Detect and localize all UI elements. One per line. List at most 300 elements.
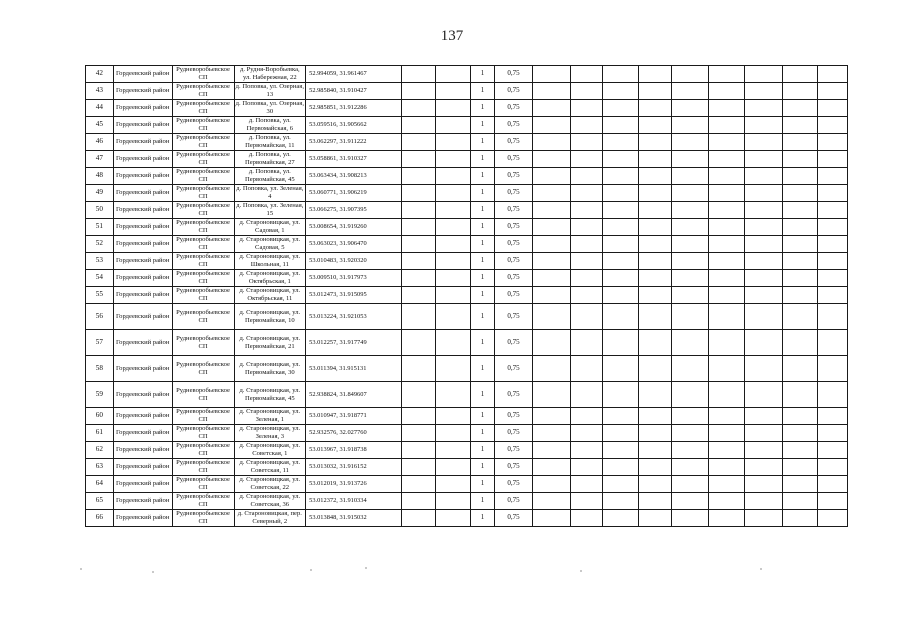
- cell-coords: 53.012019, 31.913726: [306, 476, 402, 493]
- cell-empty: [639, 304, 671, 330]
- cell-empty: [436, 202, 470, 219]
- cell-empty: [532, 185, 570, 202]
- cell-empty: [436, 134, 470, 151]
- cell-empty: [745, 202, 782, 219]
- cell-district: Гордеевский район: [113, 270, 172, 287]
- cell-empty: [436, 425, 470, 442]
- cell-empty: [532, 510, 570, 527]
- cell-empty: [817, 219, 847, 236]
- table-row: [86, 287, 848, 304]
- cell-empty: [708, 442, 744, 459]
- cell-coords: 53.062297, 31.911222: [306, 134, 402, 151]
- cell-settlement: Рудневоробьевское СП: [172, 202, 234, 219]
- cell-empty: [603, 219, 639, 236]
- cell-empty: [639, 425, 671, 442]
- cell-empty: [603, 270, 639, 287]
- cell-empty: [571, 117, 603, 134]
- cell-empty: [817, 168, 847, 185]
- cell-district: Гордеевский район: [113, 185, 172, 202]
- cell-empty: [436, 356, 470, 382]
- cell-empty: [782, 100, 817, 117]
- table-row: [86, 459, 848, 476]
- cell-empty: [436, 459, 470, 476]
- cell-empty: [639, 510, 671, 527]
- cell-empty: [603, 493, 639, 510]
- cell-empty: [708, 253, 744, 270]
- cell-empty: [745, 425, 782, 442]
- cell-qty: 1: [470, 219, 495, 236]
- cell-empty: [782, 117, 817, 134]
- cell-empty: [571, 219, 603, 236]
- cell-qty: 1: [470, 100, 495, 117]
- cell-empty: [782, 134, 817, 151]
- cell-address: д. Староновицкая, ул. Садовая, 1: [234, 219, 306, 236]
- cell-district: Гордеевский район: [113, 510, 172, 527]
- cell-district: Гордеевский район: [113, 493, 172, 510]
- cell-empty: [436, 66, 470, 83]
- cell-empty: [571, 151, 603, 168]
- cell-settlement: Рудневоробьевское СП: [172, 510, 234, 527]
- cell-district: Гордеевский район: [113, 202, 172, 219]
- cell-empty: [671, 117, 708, 134]
- table-row: [86, 382, 848, 408]
- cell-address: д. Староновицкая, ул. Первомайская, 30: [234, 356, 306, 382]
- cell-coords: 53.063023, 31.906470: [306, 236, 402, 253]
- cell-empty: [532, 270, 570, 287]
- cell-empty: [571, 168, 603, 185]
- cell-empty: [817, 382, 847, 408]
- cell-empty: [817, 185, 847, 202]
- cell-empty: [745, 66, 782, 83]
- cell-settlement: Рудневоробьевское СП: [172, 304, 234, 330]
- cell-empty: [402, 425, 436, 442]
- cell-settlement: Рудневоробьевское СП: [172, 151, 234, 168]
- table-row: [86, 66, 848, 83]
- container-site-registry-table: [85, 65, 848, 527]
- cell-n: 65: [86, 493, 114, 510]
- table-row: [86, 330, 848, 356]
- cell-district: Гордеевский район: [113, 476, 172, 493]
- cell-coords: 53.012473, 31.915095: [306, 287, 402, 304]
- cell-qty: 1: [470, 253, 495, 270]
- table-row: [86, 236, 848, 253]
- cell-coords: 52.932576, 32.027760: [306, 425, 402, 442]
- cell-empty: [671, 236, 708, 253]
- cell-address: д. Староновицкая, ул. Советская, 11: [234, 459, 306, 476]
- table-row: [86, 185, 848, 202]
- cell-settlement: Рудневоробьевское СП: [172, 66, 234, 83]
- cell-empty: [639, 202, 671, 219]
- cell-empty: [402, 287, 436, 304]
- cell-empty: [782, 304, 817, 330]
- cell-settlement: Рудневоробьевское СП: [172, 270, 234, 287]
- cell-volume: 0,75: [495, 510, 532, 527]
- cell-empty: [745, 151, 782, 168]
- cell-n: 46: [86, 134, 114, 151]
- cell-empty: [436, 442, 470, 459]
- cell-qty: 1: [470, 236, 495, 253]
- cell-empty: [532, 442, 570, 459]
- cell-empty: [532, 330, 570, 356]
- cell-empty: [571, 304, 603, 330]
- cell-qty: 1: [470, 117, 495, 134]
- cell-empty: [402, 151, 436, 168]
- cell-empty: [402, 270, 436, 287]
- cell-empty: [532, 476, 570, 493]
- cell-empty: [639, 236, 671, 253]
- cell-empty: [532, 83, 570, 100]
- table-row: [86, 151, 848, 168]
- cell-empty: [639, 408, 671, 425]
- cell-empty: [571, 330, 603, 356]
- cell-volume: 0,75: [495, 253, 532, 270]
- cell-n: 42: [86, 66, 114, 83]
- cell-empty: [603, 185, 639, 202]
- cell-settlement: Рудневоробьевское СП: [172, 117, 234, 134]
- cell-empty: [603, 442, 639, 459]
- cell-volume: 0,75: [495, 83, 532, 100]
- cell-empty: [782, 510, 817, 527]
- table-row: [86, 100, 848, 117]
- cell-empty: [639, 151, 671, 168]
- cell-settlement: Рудневоробьевское СП: [172, 287, 234, 304]
- cell-empty: [571, 382, 603, 408]
- cell-address: д. Поповка, ул. Первомайская, 27: [234, 151, 306, 168]
- cell-empty: [532, 408, 570, 425]
- table-row: [86, 117, 848, 134]
- cell-empty: [532, 236, 570, 253]
- cell-empty: [745, 442, 782, 459]
- cell-empty: [782, 442, 817, 459]
- cell-empty: [603, 202, 639, 219]
- cell-volume: 0,75: [495, 117, 532, 134]
- cell-district: Гордеевский район: [113, 66, 172, 83]
- cell-coords: 53.013848, 31.915032: [306, 510, 402, 527]
- cell-volume: 0,75: [495, 425, 532, 442]
- cell-empty: [782, 236, 817, 253]
- cell-empty: [671, 66, 708, 83]
- cell-n: 62: [86, 442, 114, 459]
- cell-settlement: Рудневоробьевское СП: [172, 83, 234, 100]
- cell-district: Гордеевский район: [113, 219, 172, 236]
- cell-empty: [782, 83, 817, 100]
- cell-volume: 0,75: [495, 408, 532, 425]
- table-body: [86, 66, 848, 527]
- cell-empty: [603, 168, 639, 185]
- cell-empty: [436, 287, 470, 304]
- cell-settlement: Рудневоробьевское СП: [172, 330, 234, 356]
- cell-empty: [639, 270, 671, 287]
- cell-empty: [402, 168, 436, 185]
- cell-address: д. Староновицкая, ул. Первомайская, 45: [234, 382, 306, 408]
- cell-empty: [402, 253, 436, 270]
- cell-qty: 1: [470, 442, 495, 459]
- cell-address: д. Поповка, ул. Зеленая, 4: [234, 185, 306, 202]
- cell-empty: [708, 270, 744, 287]
- cell-empty: [402, 236, 436, 253]
- cell-empty: [402, 476, 436, 493]
- cell-address: д. Староновицкая, ул. Зеленая, 1: [234, 408, 306, 425]
- cell-empty: [671, 100, 708, 117]
- cell-n: 49: [86, 185, 114, 202]
- cell-empty: [671, 185, 708, 202]
- cell-empty: [745, 459, 782, 476]
- cell-district: Гордеевский район: [113, 168, 172, 185]
- cell-n: 61: [86, 425, 114, 442]
- cell-empty: [532, 202, 570, 219]
- cell-empty: [745, 270, 782, 287]
- cell-empty: [436, 151, 470, 168]
- cell-empty: [436, 476, 470, 493]
- cell-qty: 1: [470, 83, 495, 100]
- cell-qty: 1: [470, 134, 495, 151]
- cell-qty: 1: [470, 476, 495, 493]
- cell-n: 45: [86, 117, 114, 134]
- cell-address: д. Староновицкая, пер. Северный, 2: [234, 510, 306, 527]
- cell-empty: [603, 382, 639, 408]
- cell-empty: [603, 236, 639, 253]
- cell-district: Гордеевский район: [113, 356, 172, 382]
- cell-settlement: Рудневоробьевское СП: [172, 425, 234, 442]
- cell-empty: [436, 83, 470, 100]
- cell-empty: [603, 117, 639, 134]
- cell-empty: [817, 236, 847, 253]
- cell-empty: [436, 304, 470, 330]
- cell-empty: [817, 330, 847, 356]
- cell-district: Гордеевский район: [113, 425, 172, 442]
- cell-empty: [782, 219, 817, 236]
- table-row: [86, 304, 848, 330]
- cell-empty: [639, 493, 671, 510]
- cell-empty: [436, 493, 470, 510]
- cell-volume: 0,75: [495, 219, 532, 236]
- cell-qty: 1: [470, 493, 495, 510]
- cell-empty: [603, 459, 639, 476]
- cell-address: д. Рудня-Воробьевка, ул. Набережная, 22: [234, 66, 306, 83]
- cell-empty: [708, 287, 744, 304]
- cell-empty: [436, 270, 470, 287]
- cell-empty: [436, 168, 470, 185]
- cell-settlement: Рудневоробьевское СП: [172, 408, 234, 425]
- cell-address: д. Поповка, ул. Зеленая, 15: [234, 202, 306, 219]
- cell-empty: [708, 151, 744, 168]
- cell-volume: 0,75: [495, 66, 532, 83]
- cell-coords: 53.011394, 31.915131: [306, 356, 402, 382]
- cell-empty: [639, 330, 671, 356]
- cell-volume: 0,75: [495, 151, 532, 168]
- cell-empty: [817, 476, 847, 493]
- cell-empty: [571, 493, 603, 510]
- cell-empty: [671, 510, 708, 527]
- cell-empty: [745, 476, 782, 493]
- cell-district: Гордеевский район: [113, 253, 172, 270]
- cell-district: Гордеевский район: [113, 382, 172, 408]
- cell-empty: [639, 253, 671, 270]
- cell-empty: [402, 382, 436, 408]
- cell-settlement: Рудневоробьевское СП: [172, 476, 234, 493]
- cell-empty: [639, 442, 671, 459]
- cell-empty: [745, 117, 782, 134]
- cell-empty: [745, 287, 782, 304]
- cell-n: 53: [86, 253, 114, 270]
- cell-district: Гордеевский район: [113, 236, 172, 253]
- cell-empty: [782, 168, 817, 185]
- cell-empty: [532, 100, 570, 117]
- cell-empty: [571, 185, 603, 202]
- cell-volume: 0,75: [495, 476, 532, 493]
- cell-volume: 0,75: [495, 304, 532, 330]
- table-row: [86, 408, 848, 425]
- cell-empty: [708, 493, 744, 510]
- cell-empty: [402, 185, 436, 202]
- cell-empty: [782, 459, 817, 476]
- cell-n: 57: [86, 330, 114, 356]
- cell-empty: [817, 442, 847, 459]
- cell-empty: [817, 304, 847, 330]
- cell-empty: [708, 185, 744, 202]
- cell-address: д. Поповка, ул. Озерная, 13: [235, 83, 304, 98]
- cell-empty: [817, 151, 847, 168]
- cell-empty: [639, 459, 671, 476]
- cell-qty: 1: [470, 270, 495, 287]
- cell-empty: [708, 408, 744, 425]
- cell-qty: 1: [470, 151, 495, 168]
- cell-qty: 1: [470, 185, 495, 202]
- cell-empty: [571, 100, 603, 117]
- table-row: [86, 253, 848, 270]
- cell-empty: [671, 442, 708, 459]
- cell-coords: 53.013967, 31.918738: [306, 442, 402, 459]
- cell-empty: [782, 151, 817, 168]
- cell-empty: [708, 219, 744, 236]
- cell-empty: [817, 100, 847, 117]
- cell-coords: 53.058861, 31.910327: [306, 151, 402, 168]
- cell-empty: [639, 66, 671, 83]
- cell-address: д. Староновицкая, ул. Садовая, 5: [234, 236, 306, 253]
- cell-district: Гордеевский район: [113, 459, 172, 476]
- cell-settlement: Рудневоробьевское СП: [172, 382, 234, 408]
- cell-empty: [603, 287, 639, 304]
- cell-empty: [571, 408, 603, 425]
- cell-empty: [532, 151, 570, 168]
- cell-empty: [532, 168, 570, 185]
- cell-empty: [745, 493, 782, 510]
- cell-empty: [782, 356, 817, 382]
- cell-empty: [782, 253, 817, 270]
- cell-empty: [603, 425, 639, 442]
- cell-volume: 0,75: [495, 134, 532, 151]
- cell-empty: [603, 510, 639, 527]
- cell-empty: [436, 117, 470, 134]
- cell-empty: [817, 202, 847, 219]
- cell-empty: [671, 287, 708, 304]
- cell-qty: 1: [470, 304, 495, 330]
- cell-qty: 1: [470, 510, 495, 527]
- cell-coords: 53.012372, 31.910334: [306, 493, 402, 510]
- cell-empty: [402, 442, 436, 459]
- cell-settlement: Рудневоробьевское СП: [172, 219, 234, 236]
- cell-settlement: Рудневоробьевское СП: [172, 236, 234, 253]
- cell-empty: [639, 287, 671, 304]
- cell-n: 50: [86, 202, 114, 219]
- cell-empty: [782, 408, 817, 425]
- table-row: [86, 83, 848, 100]
- cell-empty: [532, 117, 570, 134]
- cell-empty: [571, 236, 603, 253]
- cell-address: д. Староновицкая, ул. Советская, 36: [234, 493, 306, 510]
- cell-coords: 53.059516, 31.905662: [306, 117, 402, 134]
- cell-empty: [782, 270, 817, 287]
- table-row: [86, 425, 848, 442]
- cell-empty: [708, 83, 744, 100]
- cell-empty: [671, 219, 708, 236]
- cell-empty: [603, 151, 639, 168]
- cell-coords: 52.985840, 31.910427: [306, 83, 402, 100]
- cell-coords: 53.060771, 31.906219: [306, 185, 402, 202]
- cell-empty: [436, 236, 470, 253]
- cell-volume: 0,75: [495, 236, 532, 253]
- cell-empty: [402, 304, 436, 330]
- cell-empty: [745, 83, 782, 100]
- cell-settlement: Рудневоробьевское СП: [172, 168, 234, 185]
- cell-empty: [402, 134, 436, 151]
- cell-settlement: Рудневоробьевское СП: [172, 356, 234, 382]
- cell-n: 55: [86, 287, 114, 304]
- cell-address: д. Староновицкая, ул. Советская, 22: [234, 476, 306, 493]
- cell-empty: [603, 100, 639, 117]
- cell-settlement: Рудневоробьевское СП: [172, 185, 234, 202]
- cell-district: Гордеевский район: [113, 151, 172, 168]
- cell-empty: [639, 134, 671, 151]
- cell-coords: 53.063434, 31.908213: [306, 168, 402, 185]
- cell-empty: [817, 134, 847, 151]
- cell-empty: [571, 442, 603, 459]
- cell-district: Гордеевский район: [113, 83, 172, 100]
- cell-empty: [532, 134, 570, 151]
- cell-empty: [671, 83, 708, 100]
- cell-empty: [782, 425, 817, 442]
- cell-n: 48: [86, 168, 114, 185]
- cell-empty: [708, 356, 744, 382]
- cell-empty: [708, 117, 744, 134]
- cell-empty: [671, 270, 708, 287]
- cell-empty: [603, 476, 639, 493]
- cell-empty: [745, 236, 782, 253]
- cell-empty: [745, 134, 782, 151]
- table-row: [86, 510, 848, 527]
- cell-address: д. Староновицкая, ул. Первомайская, 10: [234, 304, 306, 330]
- cell-empty: [603, 356, 639, 382]
- cell-empty: [671, 134, 708, 151]
- cell-n: 64: [86, 476, 114, 493]
- cell-qty: 1: [470, 66, 495, 83]
- cell-district: Гордеевский район: [113, 287, 172, 304]
- cell-qty: 1: [470, 287, 495, 304]
- table-row: [86, 270, 848, 287]
- table-row: [86, 134, 848, 151]
- cell-qty: 1: [470, 202, 495, 219]
- page-number: 137: [440, 28, 464, 44]
- cell-empty: [745, 408, 782, 425]
- cell-empty: [708, 330, 744, 356]
- cell-qty: 1: [470, 459, 495, 476]
- cell-empty: [817, 493, 847, 510]
- cell-empty: [402, 83, 436, 100]
- cell-empty: [532, 219, 570, 236]
- cell-volume: 0,75: [495, 442, 532, 459]
- cell-empty: [532, 425, 570, 442]
- cell-empty: [817, 425, 847, 442]
